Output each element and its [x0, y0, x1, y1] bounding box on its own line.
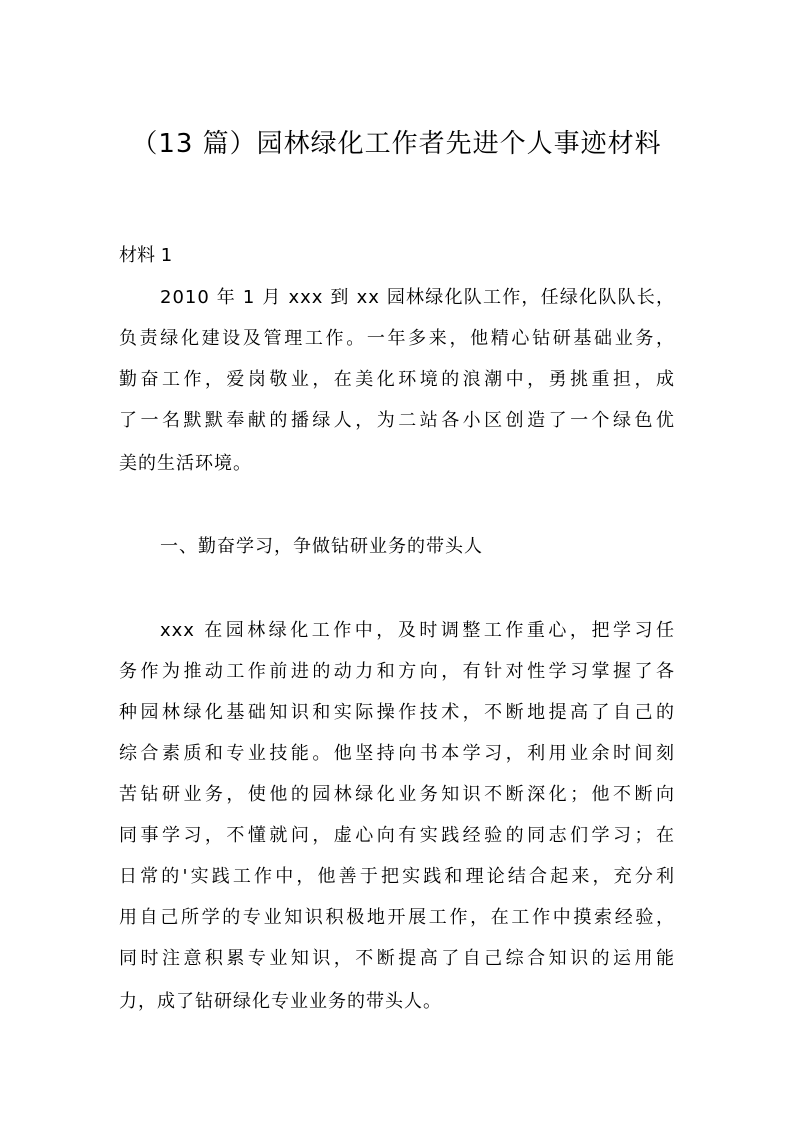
paragraph-line: 苦钻研业务，使他的园林绿化业务知识不断深化；他不断向	[119, 784, 675, 805]
document-title: （13 篇）园林绿化工作者先进个人事迹材料	[131, 129, 662, 159]
paragraph-line: 了一名默默奉献的播绿人，为二站各小区创造了一个绿色优	[119, 410, 675, 431]
paragraph-line: 务作为推动工作前进的动力和方向，有针对性学习掌握了各	[119, 661, 675, 682]
paragraph-line: 负责绿化建设及管理工作。一年多来，他精心钻研基础业务，	[119, 328, 675, 349]
paragraph-line: 同事学习，不懂就问，虚心向有实践经验的同志们学习；在	[119, 825, 675, 846]
paragraph-line: 2010 年 1 月 xxx 到 xx 园林绿化队工作，任绿化队队长，	[160, 287, 675, 308]
section-heading: 一、勤奋学习，争做钻研业务的带头人	[160, 536, 483, 557]
paragraph-line: 综合素质和专业技能。他坚持向书本学习，利用业余时间刻	[119, 743, 675, 764]
paragraph-line: 勤奋工作，爱岗敬业，在美化环境的浪潮中，勇挑重担，成	[119, 369, 675, 390]
paragraph-line: 同时注意积累专业知识，不断提高了自己综合知识的运用能	[119, 948, 675, 969]
paragraph-line: 美的生活环境。	[119, 453, 252, 474]
paragraph-line: 日常的'实践工作中，他善于把实践和理论结合起来，充分利	[119, 866, 675, 887]
paragraph-line: xxx 在园林绿化工作中，及时调整工作重心，把学习任	[160, 620, 675, 641]
paragraph-line: 种园林绿化基础知识和实际操作技术，不断地提高了自己的	[119, 702, 675, 723]
paragraph-line: 力，成了钻研绿化专业业务的带头人。	[119, 991, 442, 1012]
paragraph-line: 用自己所学的专业知识积极地开展工作，在工作中摸索经验，	[119, 907, 675, 928]
section-label: 材料 1	[119, 245, 173, 266]
